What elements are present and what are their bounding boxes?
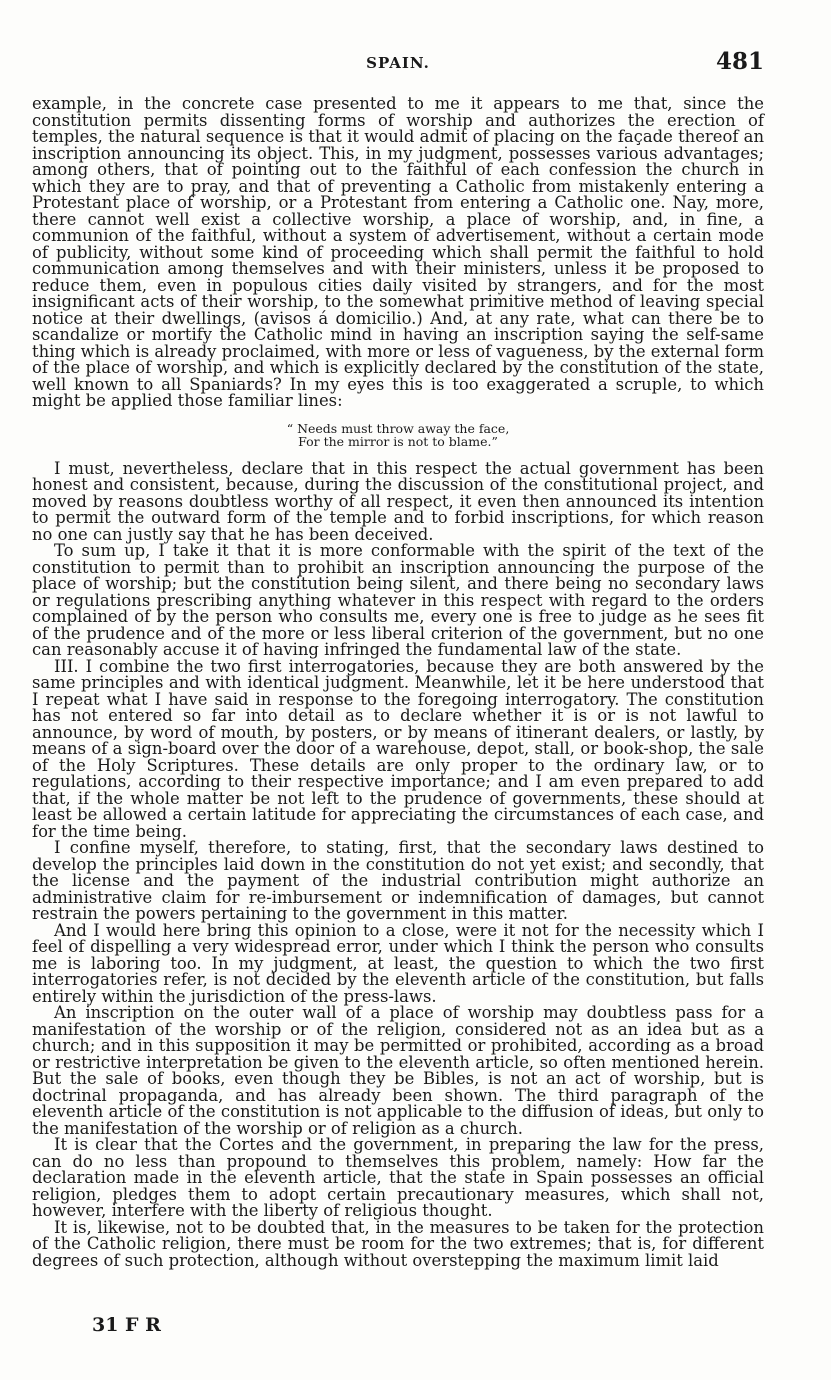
paragraph: It is, likewise, not to be doubted that, in the measures to be taken for the protection of the Catholic religion, there must be room for the two extremes; that is, for different degrees of such protection, although without overstepping the maximum limit laid — [32, 1217, 764, 1270]
paragraph: An inscription on the outer wall of a place of worship may doubtless pass for a manifestation of the worship or of the religion, considered not as an idea but as a church; and in this supposition it may be permitted or prohibited, according as a broad or restrictive interpretation be given to the eleventh article, so often mentioned herein. But the sale of books, even though they be Bibles, is not an act of worship, but is doctrinal propaganda, and has already been shown. The third paragraph of the eleventh article of the constitution is not applicable to the diffusion of ideas, but only to the manifestation of the worship or of religion as a church. — [32, 1003, 764, 1138]
paragraph: It is clear that the Cortes and the government, in preparing the law for the press, can do no less than propound to themselves this problem, namely: How far the declaration made in the eleventh article, that the state in Spain possesses an official religion, pledges them to adopt certain precautionary measures, which shall not, however, interfere with the liberty of religious thought. — [32, 1135, 764, 1220]
paragraph: I must, nevertheless, declare that in this respect the actual government has been honest and consistent, because, during the discussion of the constitutional project, and moved by reasons doubtless worthy of all respect, it even then announced its intention to permit the outward form of the temple and to forbid inscriptions, for which reason no one can justly say that he has been deceived. — [32, 458, 764, 544]
page-header — [32, 50, 764, 80]
paragraph: To sum up, I take it that it is more conformable with the spirit of the text of the constitution to permit than to prohibit an inscription announcing the purpose of the place of worship; but the constitution being silent, and there being no secondary laws or regulations prescribing anything whatever in this respect with regard to the orders complained of by the person who consults me, every one is free to judge as he sees fit of the prudence and of the more or less liberal criterion of the government, but no one can reasonably accuse it of having infringed the fundamental law of the state. — [32, 541, 764, 659]
body-text — [32, 96, 764, 1269]
paragraph-continued: example, in the concrete case presented to me it appears to me that, since the constitution permits dissenting forms of worship and authorizes the erection of temples, the natural sequence is that it would admit of placing on the façade thereof an inscription announcing its object. This, in my judgment, possesses various advantages; among others, that of pointing out to the faithful of each confession the church in which they are to pray, and that of preventing a Catholic from mistakenly entering a Protestant place of worship, or a Protestant from entering a Catholic one. Nay, more, there cannot well exist a collective worship, a place of worship, and, in fine, a communion of the faithful, without a system of advertisement, without a certain mode of publicity, without some kind of proceeding which shall permit the faithful to hold communication among themselves and with their ministers, unless it be proposed to reduce them, even in populous cities daily visited by strangers, and for the most insignificant acts of their worship, to the somewhat primitive method of leaving special notice at their dwellings, (avisos á domicilio.) And, at any rate, what can there be to scandalize or mortify the Catholic mind in having an inscription saying the self-same thing which is already proclaimed, with more or less of vagueness, by the external form of the place of worship, and which is explicitly declared by the constitution of the state, well known to all Spaniards? In my eyes this is too exaggerated a scruple, to which might be applied those familiar lines: — [32, 94, 764, 410]
verse-quotation — [32, 422, 764, 449]
printer-signature-mark: 31 F R — [92, 1314, 161, 1336]
paragraph: III. I combine the two first interrogatories, because they are both answered by the same principles and with identical judgment. Meanwhile, let it be here understood that I repeat what I have said in response to the foregoing interrogatory. The constitution has not entered so far into detail as to declare whether it is or is not lawful to announce, by word of mouth, by posters, or by means of itinerant dealers, or lastly, by means of a sign-board over the door of a warehouse, depot, stall, or book-shop, the sale of the Holy Scriptures. These details are only proper to the ordinary law, or to regulations, according to their respective importance; and I am even prepared to add that, if the whole matter be not left to the prudence of governments, these should at least be allowed a certain latitude for appreciating the circumstances of each case, and for the time being. — [32, 656, 764, 841]
page-number: 481 — [715, 48, 764, 75]
paragraph: I confine myself, therefore, to stating, first, that the secondary laws destined to develop the principles laid down in the constitution do not yet exist; and secondly, that the license and the payment of the industrial contribution might authorize an administrative claim for re-imbursement or indemnification of damages, but cannot restrain the powers pertaining to the government in this matter. — [32, 838, 764, 923]
paragraph: And I would here bring this opinion to a close, were it not for the necessity which I feel of dispelling a very widespread error, under which I think the person who consults me is laboring too. In my judgment, at least, the question to which the two first interrogatories refer, is not decided by the eleventh article of the constitution, but falls entirely within the jurisdiction of the press-laws. — [32, 920, 764, 1006]
quote-line: “ Needs must throw away the face, — [286, 420, 510, 436]
running-head: SPAIN. — [366, 54, 430, 72]
quote-line: For the mirror is not to blame.” — [298, 434, 498, 449]
